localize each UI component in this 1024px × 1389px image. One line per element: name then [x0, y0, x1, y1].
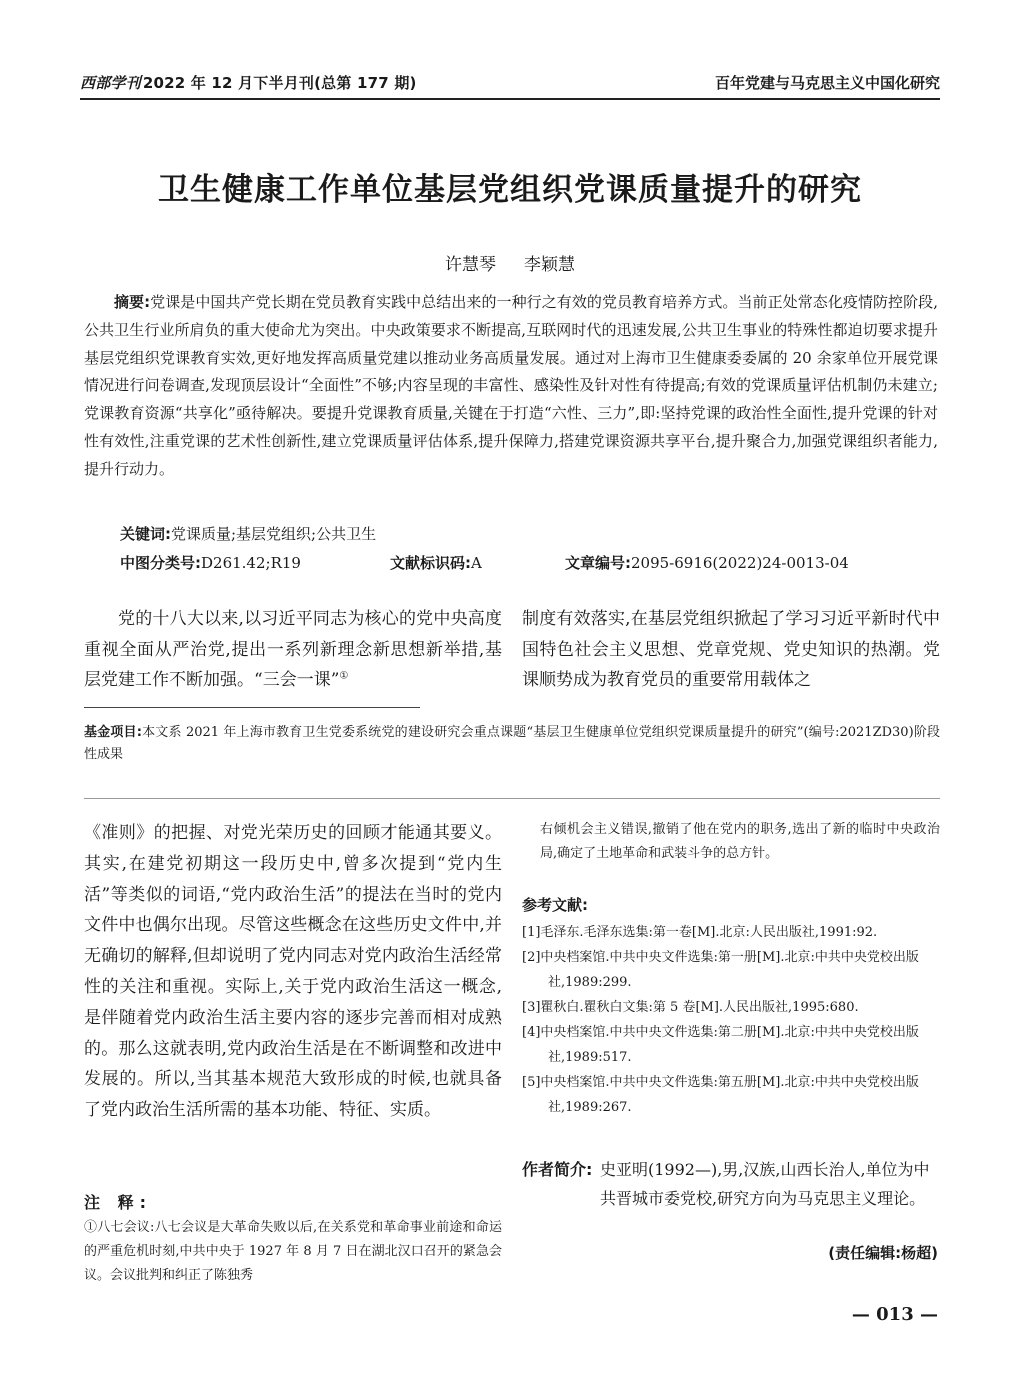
reference-item: [3]瞿秋白.瞿秋白文集:第 5 卷[M].人民出版社,1995:680. [522, 1000, 859, 1015]
reference-item: [4]中央档案馆.中共中央文件选集:第二册[M].北京:中共中央党校出版社,1989:517. [522, 1025, 919, 1065]
author-bio-text: 史亚明(1992—),男,汉族,山西长治人,单位为中共晋城市委党校,研究方向为马克思主义理论。 [600, 1160, 930, 1208]
references-list [522, 920, 940, 1120]
keywords [120, 523, 376, 544]
intro-left-column [84, 604, 502, 696]
article-no-value: 2095-6916(2022)24-0013-04 [631, 554, 849, 572]
note-1: ①八七会议:八七会议是大革命失败以后,在关系党和革命事业前途和命运的严重危机时刻,中共中央于 1927 年 8 月 7 日在湖北汉口召开的紧急会议。会议批判和纠正了陈独秀 [84, 1220, 502, 1283]
header-rule [80, 98, 940, 100]
references-title: 参考文献: [522, 896, 588, 914]
article-no-label: 文章编号: [565, 554, 631, 572]
keywords-label: 关键词: [120, 525, 171, 543]
reference-item: [5]中央档案馆.中共中央文件选集:第五册[M].北京:中共中央党校出版社,1989:267. [522, 1075, 919, 1115]
authors [80, 250, 940, 275]
classification-row [120, 552, 940, 573]
article-title: 卫生健康工作单位基层党组织党课质量提升的研究 [158, 172, 862, 208]
intro-right-column [522, 604, 940, 696]
responsible-editor: (责任编辑:杨超) [828, 1244, 938, 1262]
author-name: 李颖慧 [524, 255, 575, 275]
intro-left-text: 党的十八大以来,以习近平同志为核心的党中央高度重视全面从严治党,提出一系列新理念新思想新举措,基层党建工作不断加强。“三会一课” [84, 609, 502, 690]
fund-label: 基金项目: [84, 725, 142, 740]
prev-article-body: 《准则》的把握、对党光荣历史的回顾才能通其要义。其实,在建党初期这一段历史中,曾多次提到“党内生活”等类似的词语,“党内政治生活”的提法在当时的党内文件中也偶尔出现。尽管这些概念在这些历史文件中,并无确切的解释,但却说明了党内同志对党内政治生活经常性的关注和重视。实际上,关于党内政治生活这一概念,是伴随着党内政治生活主要内容的逐步完善而相对成熟的。那么这就表明,党内政治生活是在不断调整和改进中发展的。所以,当其基本规范大致形成的时候,也就具备了党内政治生活所需的基本功能、特征、实质。 [84, 823, 502, 1121]
intro-right-text: 制度有效落实,在基层党组织掀起了学习习近平新时代中国特色社会主义思想、党章党规、党史知识的热潮。党课顺势成为教育党员的重要常用载体之 [522, 609, 940, 690]
keywords-text: 党课质量;基层党组织;公共卫生 [171, 525, 377, 543]
section-divider [84, 798, 940, 799]
column-name: 百年党建与马克思主义中国化研究 [714, 74, 940, 92]
reference-item: [1]毛泽东.毛泽东选集:第一卷[M].北京:人民出版社,1991:92. [522, 925, 878, 940]
journal-logo: 西部学刊 [80, 74, 141, 92]
abstract-label: 摘要: [114, 293, 151, 311]
footnote-rule [84, 707, 420, 708]
page-number: — 013 — [851, 1304, 938, 1325]
doc-code-value: A [471, 554, 482, 572]
footnote-ref: ① [339, 670, 349, 682]
clc-value: D261.42;R19 [201, 554, 301, 572]
author-name: 许慧琴 [445, 255, 496, 275]
note-1-continued: 右倾机会主义错误,撤销了他在党内的职务,选出了新的临时中央政治局,确定了土地革命和武装斗争的总方针。 [540, 822, 940, 861]
author-bio [522, 1155, 940, 1213]
notes-title: 注 释: [84, 1193, 152, 1212]
abstract [84, 289, 938, 484]
running-header [80, 70, 940, 100]
abstract-text: 党课是中国共产党长期在党员教育实践中总结出来的一种行之有效的党员教育培养方式。当前正处常态化疫情防控阶段,公共卫生行业所肩负的重大使命尤为突出。中央政策要求不断提高,互联网时代的迅速发展,公共卫生事业的特殊性都迫切要求提升基层党组织党课教育实效,更好地发挥高质量党建以推动业务高质量发展。通过对上海市卫生健康委委属的 20 余家单位开展党课情况进行问卷调查,发现顶层设计“全面性”不够;内容呈现的丰富性、感染性及针对性有待提高;有效的党课质量评估机制仍未建立;党课教育资源“共享化”亟待解决。要提升党课教育质量,关键在于打造“六性、三力”,即:坚持党课的政治性全面性,提升党课的针对性有效性,注重党课的艺术性创新性,建立党课质量评估体系,提升保障力,搭建党课资源共享平台,提升聚合力,加强党课组织者能力,提升行动力。 [84, 293, 939, 478]
journal-issue [80, 72, 417, 93]
fund-text: 本文系 2021 年上海市教育卫生党委系统党的建设研究会重点课题“基层卫生健康单位党组织党课质量提升的研究”(编号:2021ZD30)阶段性成果 [84, 725, 941, 762]
doc-code-label: 文献标识码: [390, 554, 471, 572]
author-bio-label: 作者简介: [522, 1160, 593, 1179]
fund-note [84, 722, 940, 766]
issue-info: 2022 年 12 月下半月刊(总第 177 期) [142, 74, 417, 92]
clc-label: 中图分类号: [120, 554, 201, 572]
reference-item: [2]中央档案馆.中共中央文件选集:第一册[M].北京:中共中央党校出版社,1989:299. [522, 950, 919, 990]
